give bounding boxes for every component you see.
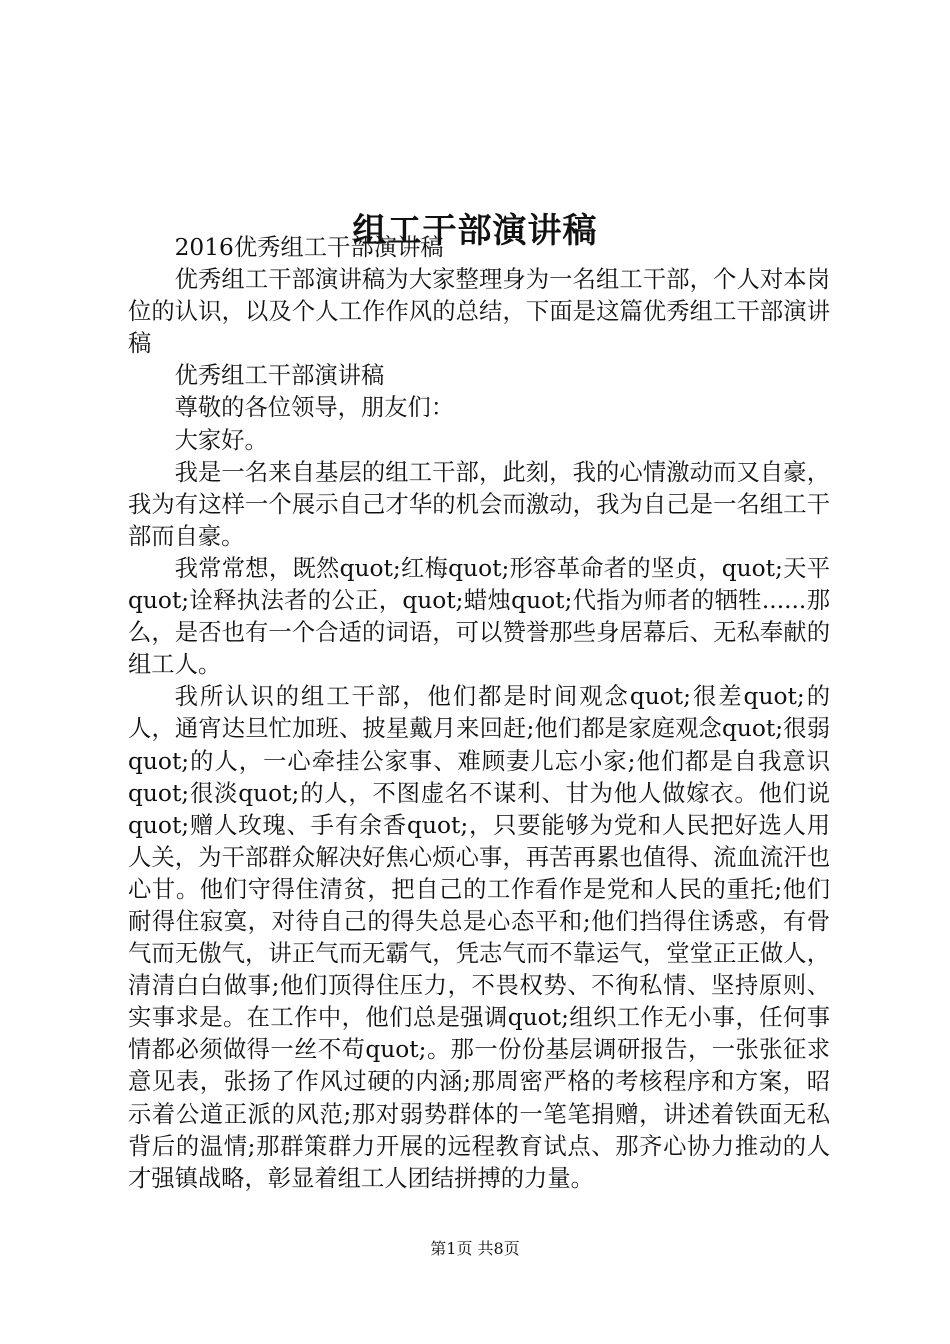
paragraph-subtitle: 2016优秀组工干部演讲稿: [174, 234, 444, 261]
paragraph-salutation: 尊敬的各位领导，朋友们：: [174, 394, 455, 422]
paragraph-self-intro: 我是一名来自基层的组工干部，此刻，我的心情激动而又自豪，我为有这样一个展示自己才华的机会而激动，我为自己是一名组工干部而自豪。: [128, 458, 830, 550]
paragraph-heading: 优秀组工干部演讲稿: [174, 362, 385, 390]
document-title: 组工干部演讲稿: [352, 210, 598, 251]
paragraph-intro: 优秀组工干部演讲稿为大家整理身为一名组工干部，个人对本岗位的认识，以及个人工作作风的总结，下面是这篇优秀组工干部演讲稿: [128, 266, 830, 358]
page-footer: 第1页 共8页: [430, 1239, 520, 1258]
paragraph-metaphor: 我常常想，既然quot;红梅quot;形容革命者的坚贞，quot;天平quot;诠释执法者的公正，quot;蜡烛quot;代指为师者的牺牲......那么，是否也有一个合适的词语，可以赞誉那些身居幕后、无私奉献的组工人。: [128, 554, 830, 679]
document-body: [128, 232, 830, 1195]
paragraph-greeting: 大家好。: [174, 426, 268, 454]
paragraph-main: 我所认识的组工干部，他们都是时间观念quot;很差quot;的人，通宵达旦忙加班、披星戴月来回赶;他们都是家庭观念quot;很弱quot;的人，一心牵挂公家事、难顾妻儿忘小家;他们都是自我意识quot;很淡quot;的人，不图虚名不谋利、甘为他人做嫁衣。他们说quot;赠人玫瑰、手有余香quot;，只要能够为党和人民把好选人用人关，为干部群众解决好焦心烦心事，再苦再累也值得、流血流汗也心甘。他们守得住清贫，把自己的工作看作是党和人民的重托;他们耐得住寂寞，对待自己的得失总是心态平和;他们挡得住诱惑，有骨气而无傲气，讲正气而无霸气，凭志气而不靠运气，堂堂正正做人，清清白白做事;他们顶得住压力，不畏权势、不徇私情、坚持原则、实事求是。在工作中，他们总是强调quot;组织工作无小事，任何事情都必须做得一丝不苟quot;。那一份份基层调研报告，一张张征求意见表，张扬了作风过硬的内涵;那周密严格的考核程序和方案，昭示着公道正派的风范;那对弱势群体的一笔笔捐赠，讲述着铁面无私背后的温情;那群策群力开展的远程教育试点、那齐心协力推动的人才强镇战略，彰显着组工人团结拼搏的力量。: [128, 683, 830, 1192]
